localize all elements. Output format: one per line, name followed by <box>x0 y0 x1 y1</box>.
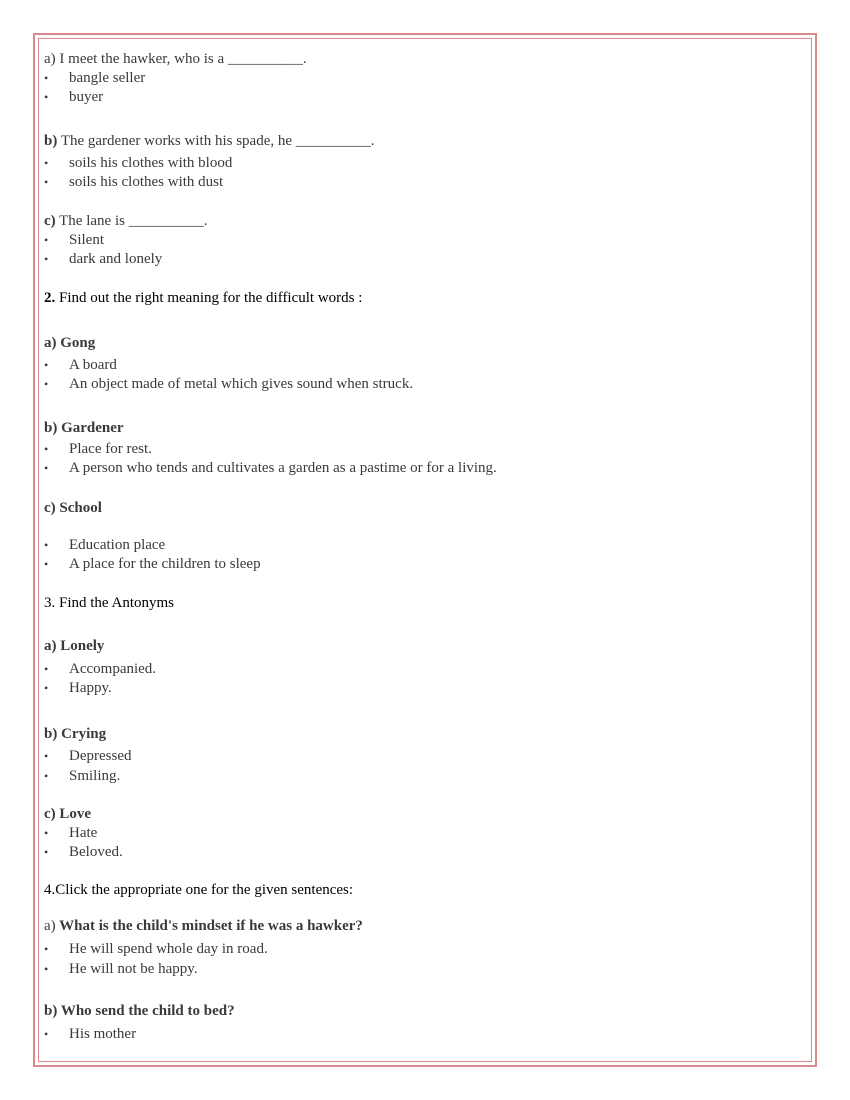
option-text: Beloved. <box>69 844 123 860</box>
option-item[interactable] <box>44 824 97 842</box>
question-label: a) <box>44 918 56 934</box>
term-love: c) Love <box>44 806 92 822</box>
bullet-icon: • <box>44 461 49 475</box>
bullet-icon: • <box>44 662 49 676</box>
option-text: An object made of metal which gives sound when struck. <box>69 376 414 392</box>
option-item[interactable] <box>44 940 268 958</box>
question-text: The gardener works with his spade, he __________. <box>57 133 375 149</box>
option-text: Happy. <box>69 680 112 696</box>
option-item[interactable] <box>44 459 497 477</box>
bullet-icon: • <box>44 233 49 247</box>
option-text: His mother <box>69 1026 137 1042</box>
bullet-icon: • <box>44 90 49 104</box>
option-item[interactable] <box>44 440 152 458</box>
term-gardener: b) Gardener <box>44 420 124 436</box>
option-item[interactable] <box>44 747 131 765</box>
option-item[interactable] <box>44 69 145 87</box>
option-item[interactable] <box>44 250 162 268</box>
option-text: Accompanied. <box>69 661 157 677</box>
section-3-heading: 3. Find the Antonyms <box>44 595 175 611</box>
question-label: a) <box>44 51 56 67</box>
option-text: A person who tends and cultivates a garden as a pastime or for a living. <box>69 460 497 476</box>
bullet-icon: • <box>44 71 49 85</box>
question-label: c) <box>44 213 56 229</box>
option-text: A place for the children to sleep <box>69 556 261 572</box>
option-text: Place for rest. <box>69 441 152 457</box>
bullet-icon: • <box>44 538 49 552</box>
bullet-icon: • <box>44 557 49 571</box>
section-heading-text: Find out the right meaning for the difficult words : <box>55 290 363 306</box>
bullet-icon: • <box>44 681 49 695</box>
option-item[interactable] <box>44 356 117 374</box>
term-school: c) School <box>44 500 102 516</box>
option-text: Smiling. <box>69 768 121 784</box>
question-4a <box>44 917 363 935</box>
bullet-icon: • <box>44 377 49 391</box>
question-1a <box>44 50 307 68</box>
option-text: Hate <box>69 825 98 841</box>
option-item[interactable] <box>44 173 223 191</box>
term-gong: a) Gong <box>44 335 96 351</box>
option-item[interactable] <box>44 231 104 249</box>
option-item[interactable] <box>44 88 103 106</box>
option-item[interactable] <box>44 536 165 554</box>
section-2-heading <box>44 289 362 307</box>
option-item[interactable] <box>44 154 232 172</box>
option-item[interactable] <box>44 660 156 678</box>
question-4b: b) Who send the child to bed? <box>44 1003 235 1019</box>
question-label: b) <box>44 133 58 149</box>
option-text: buyer <box>69 89 104 105</box>
option-text: Depressed <box>69 748 132 764</box>
option-text: He will not be happy. <box>69 961 198 977</box>
question-1c <box>44 212 207 230</box>
question-text: I meet the hawker, who is a __________. <box>55 51 307 67</box>
bullet-icon: • <box>44 442 49 456</box>
bullet-icon: • <box>44 1027 49 1041</box>
option-item[interactable] <box>44 375 413 393</box>
bullet-icon: • <box>44 769 49 783</box>
option-item[interactable] <box>44 843 123 861</box>
bullet-icon: • <box>44 156 49 170</box>
option-text: soils his clothes with blood <box>69 155 233 171</box>
bullet-icon: • <box>44 175 49 189</box>
section-number: 2. <box>44 290 56 306</box>
section-4-heading: 4.Click the appropriate one for the given sentences: <box>44 882 354 898</box>
option-text: He will spend whole day in road. <box>69 941 268 957</box>
option-text: soils his clothes with dust <box>69 174 224 190</box>
bullet-icon: • <box>44 358 49 372</box>
question-1b <box>44 132 375 150</box>
option-text: bangle seller <box>69 70 146 86</box>
bullet-icon: • <box>44 942 49 956</box>
term-crying: b) Crying <box>44 726 107 742</box>
option-text: dark and lonely <box>69 251 163 267</box>
option-item[interactable] <box>44 679 112 697</box>
bullet-icon: • <box>44 749 49 763</box>
option-item[interactable] <box>44 767 120 785</box>
option-item[interactable] <box>44 555 261 573</box>
option-text: Education place <box>69 537 166 553</box>
option-item[interactable] <box>44 960 198 978</box>
question-text: What is the child's mindset if he was a hawker? <box>55 918 363 934</box>
bullet-icon: • <box>44 252 49 266</box>
option-text: Silent <box>69 232 105 248</box>
bullet-icon: • <box>44 962 49 976</box>
bullet-icon: • <box>44 826 49 840</box>
option-text: A board <box>69 357 117 373</box>
question-text: The lane is __________. <box>55 213 208 229</box>
term-lonely: a) Lonely <box>44 638 105 654</box>
option-item[interactable] <box>44 1025 136 1043</box>
bullet-icon: • <box>44 845 49 859</box>
